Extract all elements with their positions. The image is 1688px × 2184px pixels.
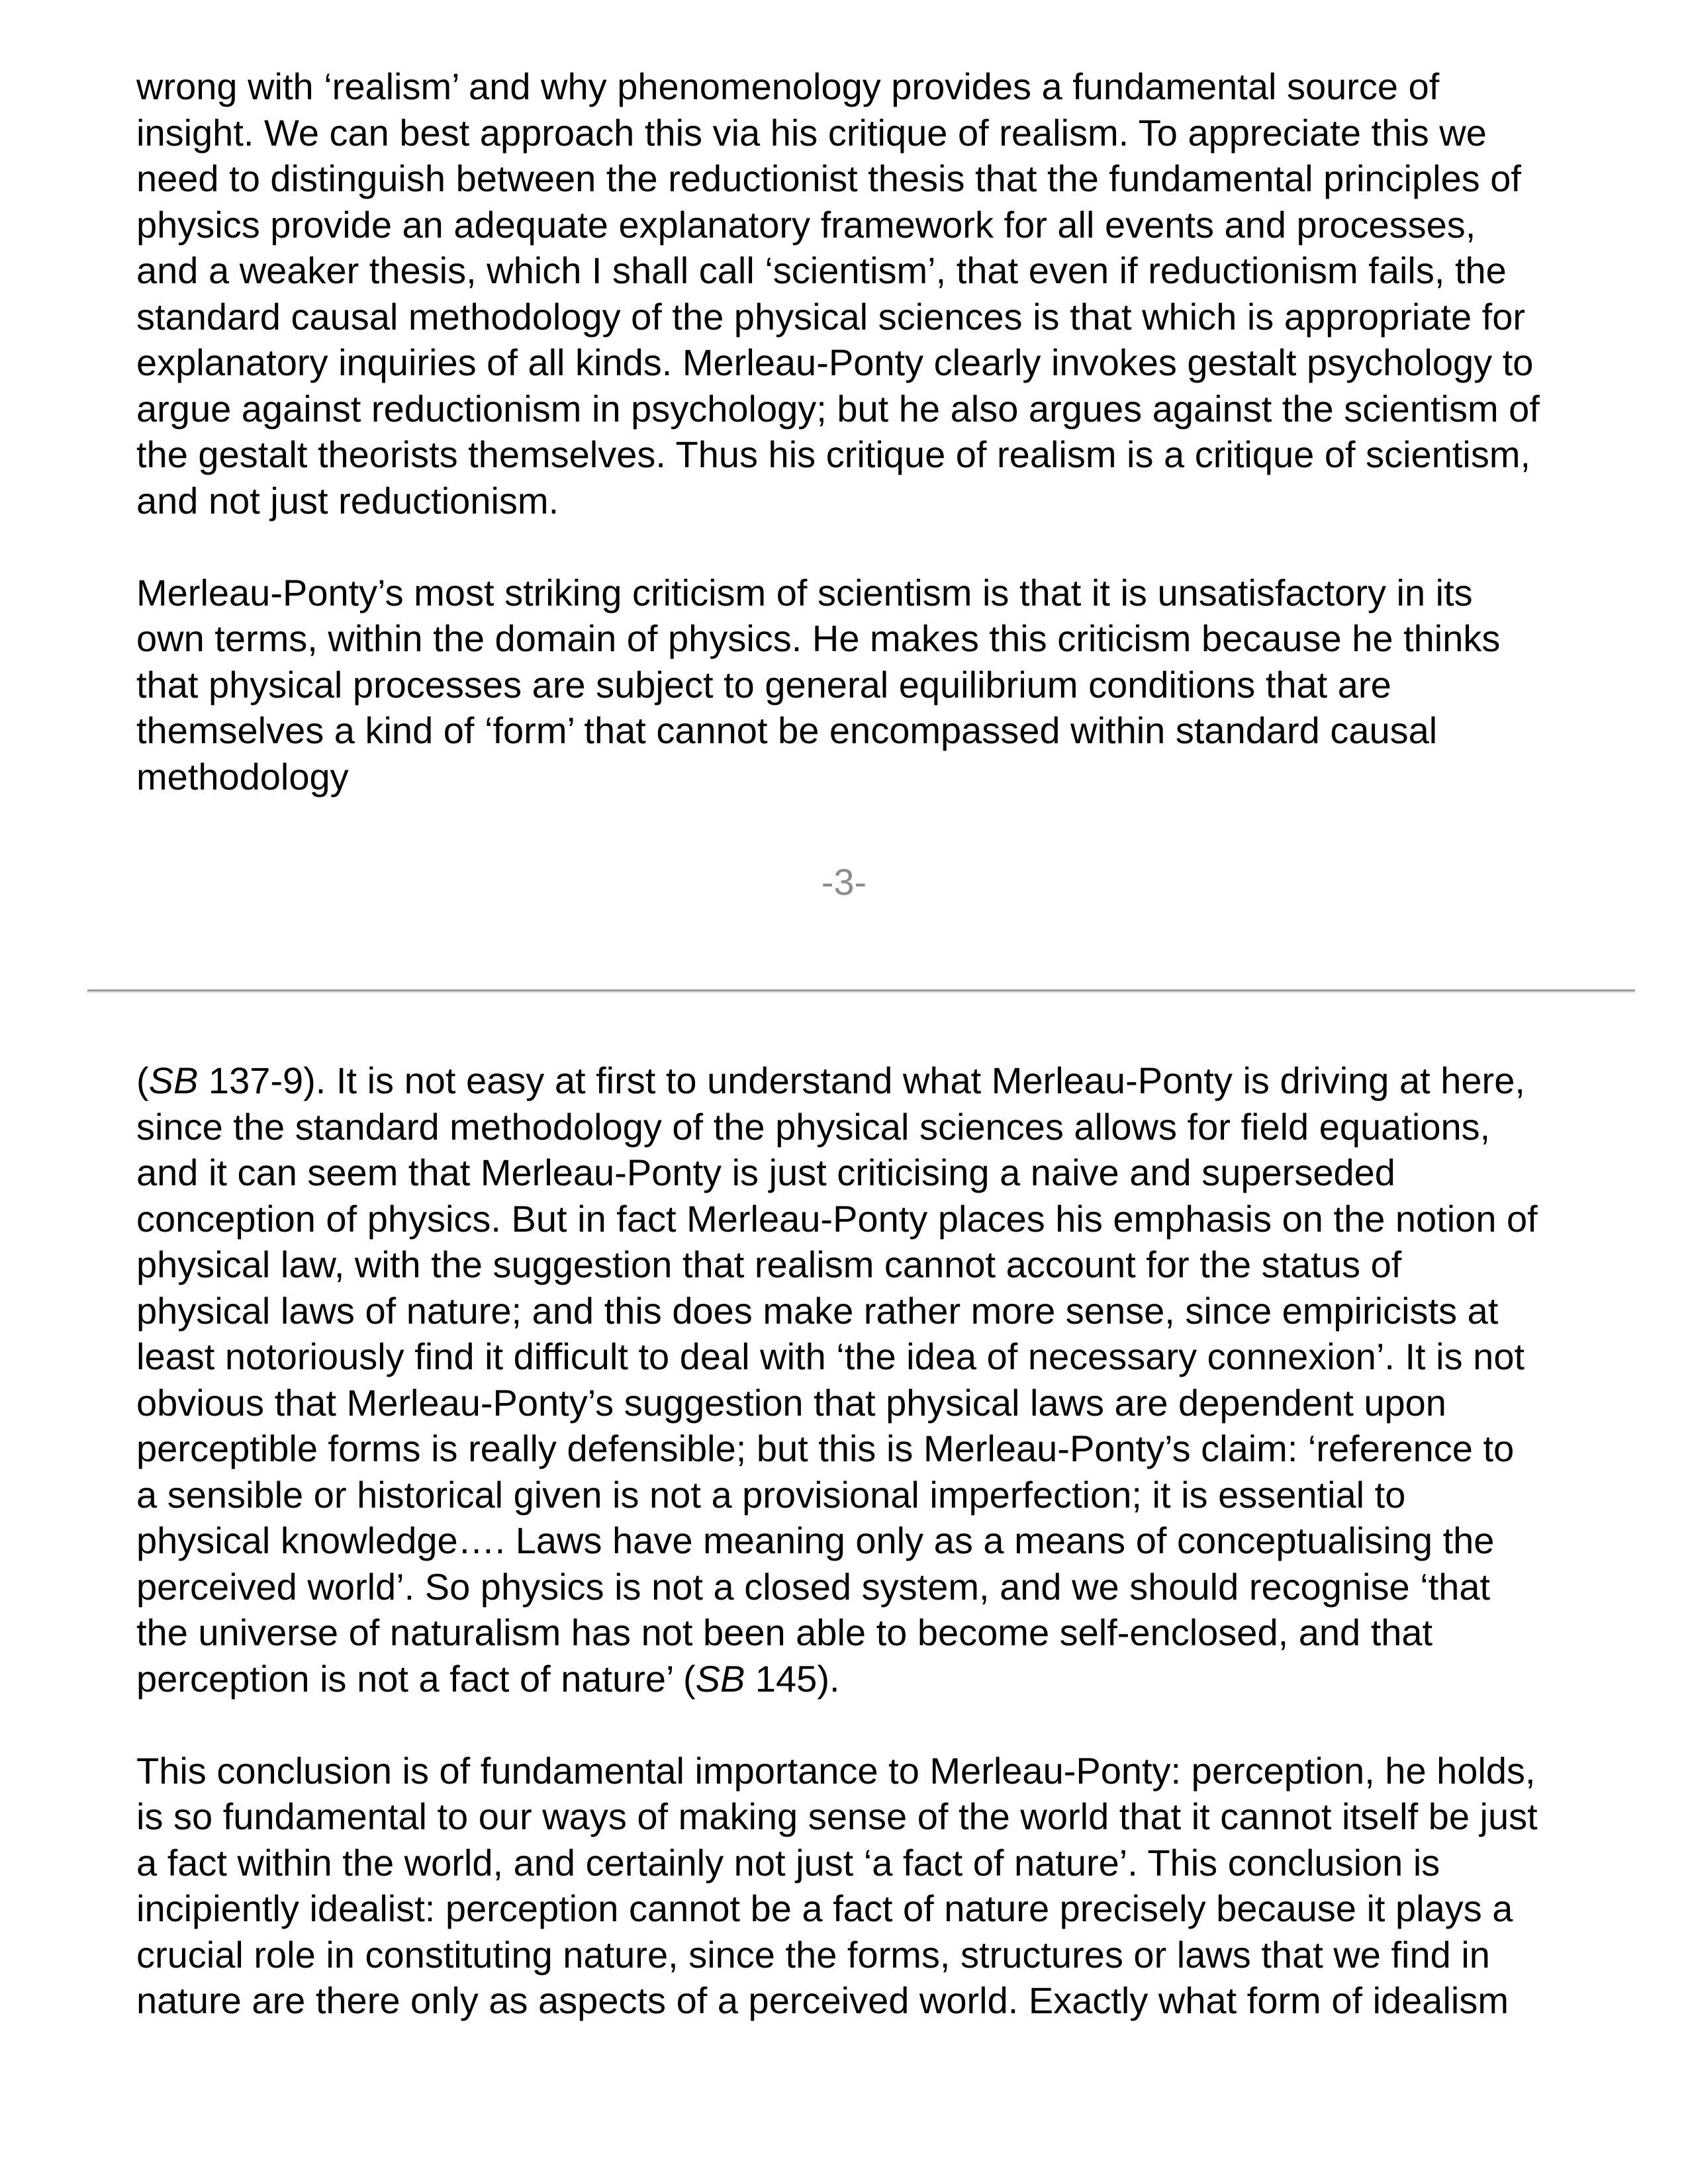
paragraph-physical-law	[136, 1058, 1586, 1702]
paragraph-scientism-criticism: Merleau-Ponty’s most striking criticism of scientism is that it is unsatisfactory in its own terms, within the domain of physics. He makes this criticism because he thinks that physical processes are subject to general equilibrium conditions that are themselves a kind of ‘form’ that cannot be encompassed within standard causal methodology	[136, 571, 1501, 797]
page-number: -3-	[821, 861, 867, 903]
paragraph-body: 137-9). It is not easy at first to understand what Merleau-Ponty is driving at here, since the standard methodology of the physical sciences allows for field equations, and it can seem that Merleau-Ponty is just criticising a naive and superseded conception of physics. But in fact Merleau-Ponty places his emphasis on the notion of physical law, with the suggestion that realism cannot account for the status of physical laws of nature; and this does make rather more sense, since empiricists at least notoriously find it difficult to deal with ‘the idea of necessary connexion’. It is not obvious that Merleau-Ponty’s suggestion that physical laws are dependent upon perceptible forms is really defensible; but this is Merleau-Ponty’s claim: ‘reference to a sensible or historical given is not a provisional imperfection; it is essential to physical knowledge…. Laws have meaning only as a means of conceptualising the perceived world’. So physics is not a closed system, and we should recognise ‘that the universe of naturalism has not been able to become self-enclosed, and that perception is not a fact of nature’ (	[136, 1060, 1538, 1700]
paragraph-tail: 145).	[745, 1657, 840, 1700]
page-top	[136, 64, 1586, 799]
page-divider	[87, 989, 1635, 991]
citation-sb: SB	[695, 1657, 745, 1700]
open-paren: (	[136, 1060, 149, 1101]
citation-sb: SB	[148, 1060, 199, 1101]
paragraph-idealism: This conclusion is of fundamental importance to Merleau-Ponty: perception, he holds, is so fundamental to our ways of making sense of the world that it cannot itself be just a fact within the world, and certainly not just ‘a fact of nature’. This conclusion is incipiently idealist: perception cannot be a fact of nature precisely because it plays a crucial role in constituting nature, since the forms, structures or laws that we find in nature are there only as aspects of a perceived world. Exactly what form of idealism	[136, 1749, 1538, 2021]
page-bottom	[136, 1058, 1586, 2024]
paragraph-realism-critique: wrong with ‘realism’ and why phenomenology provides a fundamental source of insight. We can best approach this via his critique of realism. To appreciate this we need to distinguish between the reductionist thesis that the fundamental principles of physics provide an adequate explanatory framework for all events and processes, and a weaker thesis, which I shall call ‘scientism’, that even if reductionism fails, the standard causal methodology of the physical sciences is that which is appropriate for explanatory inquiries of all kinds. Merleau-Ponty clearly invokes gestalt psychology to argue against reductionism in psychology; but he also argues against the scientism of the gestalt theorists themselves. Thus his critique of realism is a critique of scientism, and not just reductionism.	[136, 66, 1540, 522]
